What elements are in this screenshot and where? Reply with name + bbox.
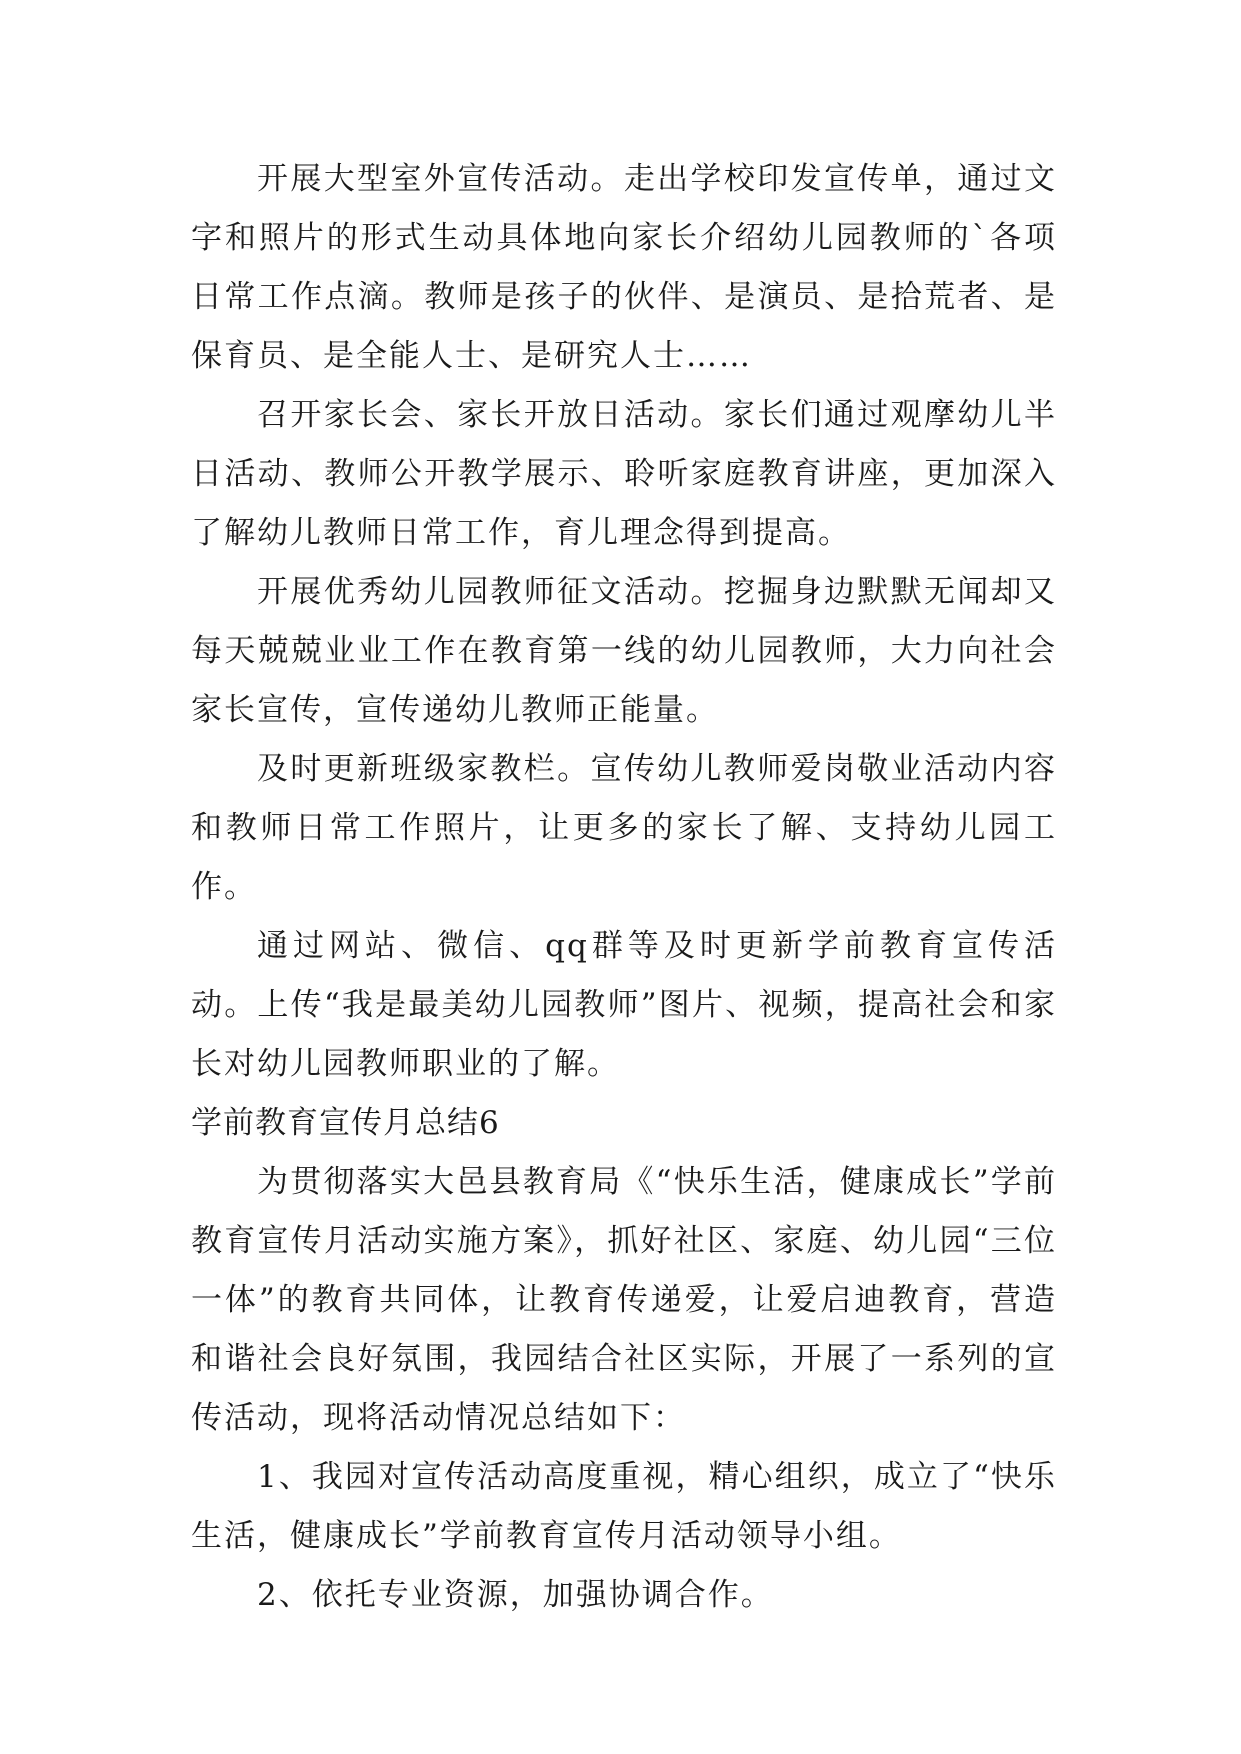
paragraph-parent-meeting: 召开家长会、家长开放日活动。家长们通过观摩幼儿半日活动、教师公开教学展示、聆听家庭教育讲座，更加深入了解幼儿教师日常工作，育儿理念得到提高。 (191, 397, 1057, 551)
paragraph-essay-activity: 开展优秀幼儿园教师征文活动。挖掘身边默默无闻却又每天兢兢业业工作在教育第一线的幼儿园教师，大力向社会家长宣传，宣传递幼儿教师正能量。 (191, 574, 1057, 728)
paragraph-intro: 为贯彻落实大邑县教育局《“快乐生活，健康成长”学前教育宣传月活动实施方案》，抓好社区、家庭、幼儿园“三位一体”的教育共同体，让教育传递爱，让爱启迪教育，营造和谐社会良好氛围，我园结合社区实际，开展了一系列的宣传活动，现将活动情况总结如下： (191, 1164, 1057, 1436)
document-page (191, 150, 1057, 1625)
paragraph-item-2: 2、依托专业资源，加强协调合作。 (257, 1577, 774, 1613)
paragraph-online-promotion: 通过网站、微信、qq群等及时更新学前教育宣传活动。上传“我是最美幼儿园教师”图片、视频，提高社会和家长对幼儿园教师职业的了解。 (191, 928, 1057, 1082)
paragraph-class-board: 及时更新班级家教栏。宣传幼儿教师爱岗敬业活动内容和教师日常工作照片，让更多的家长了解、支持幼儿园工作。 (191, 751, 1057, 905)
paragraph-item-1: 1、我园对宣传活动高度重视，精心组织，成立了“快乐生活，健康成长”学前教育宣传月活动领导小组。 (191, 1459, 1057, 1554)
section-heading: 学前教育宣传月总结6 (191, 1105, 500, 1141)
paragraph-outdoor-campaign: 开展大型室外宣传活动。走出学校印发宣传单，通过文字和照片的形式生动具体地向家长介绍幼儿园教师的`各项日常工作点滴。教师是孩子的伙伴、是演员、是拾荒者、是保育员、是全能人士、是研究人士…… (191, 161, 1057, 374)
